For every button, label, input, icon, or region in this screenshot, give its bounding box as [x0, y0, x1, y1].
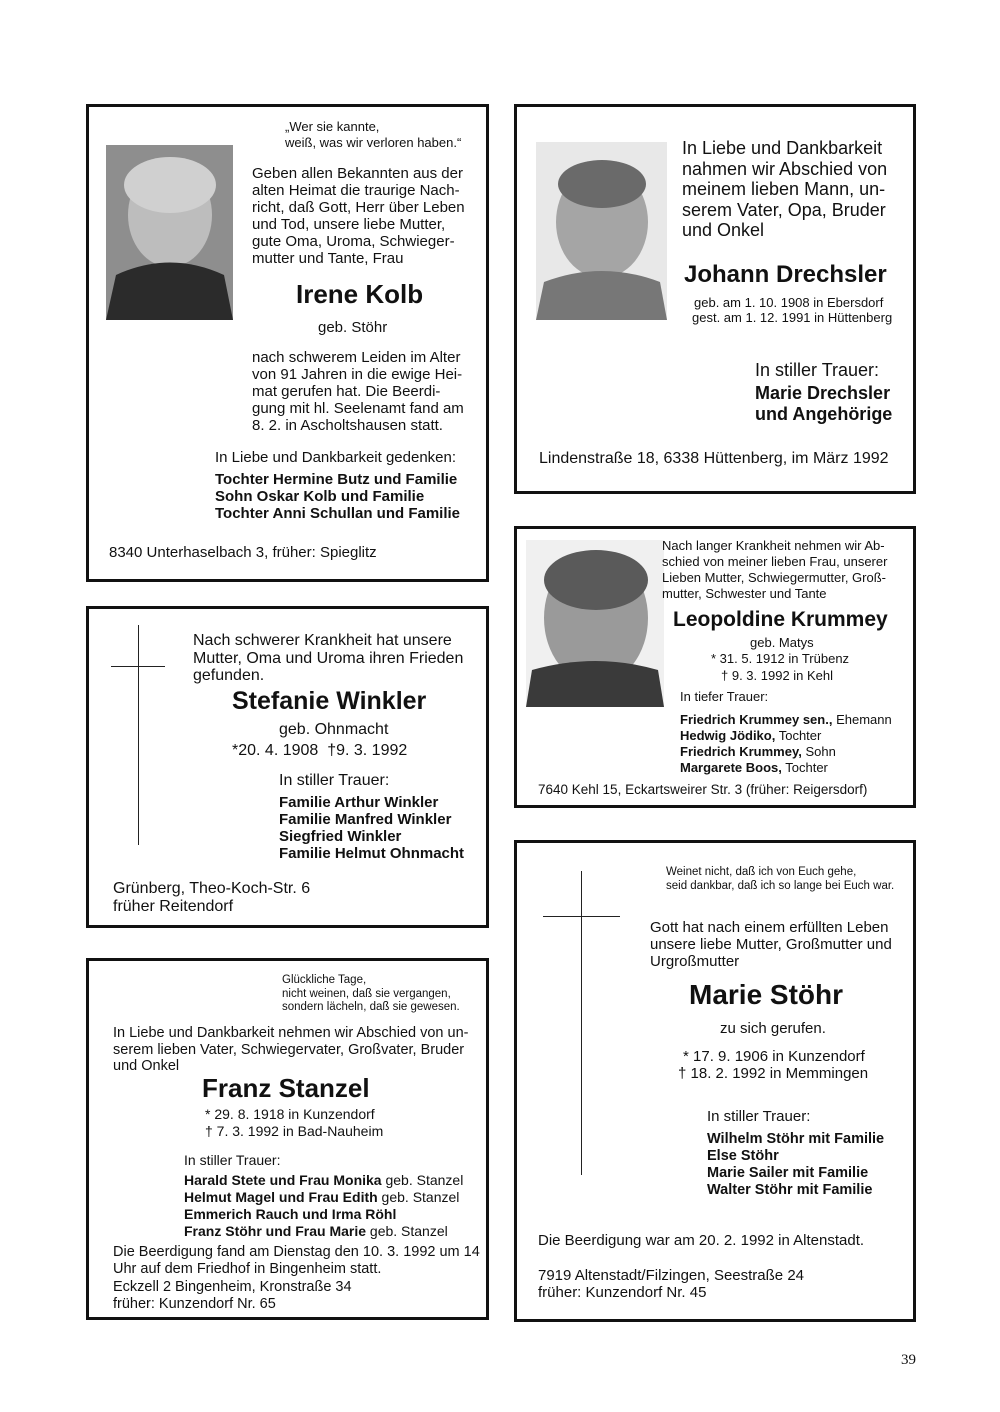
mourner-relation: Tochter — [775, 728, 822, 743]
life-dates: *20. 4. 1908 †9. 3. 1992 — [232, 742, 408, 759]
mourner — [184, 1206, 396, 1222]
obituary-stefanie-winkler — [86, 606, 489, 928]
mourner: und Angehörige — [755, 404, 893, 424]
death-date: † 7. 3. 1992 in Bad-Nauheim — [205, 1123, 384, 1139]
intro-text: In Liebe und Dankbarkeit nahmen wir Abschied von meinem lieben Mann, un- serem Vater, Opa, Bruder und Onkel — [682, 138, 888, 240]
deceased-name: Johann Drechsler — [684, 261, 887, 288]
maiden-name: geb. Stöhr — [318, 319, 388, 336]
cross-icon — [138, 625, 139, 845]
birth-date: * 29. 8. 1918 in Kunzendorf — [205, 1106, 375, 1122]
address: 8340 Unterhaselbach 3, früher: Spieglitz — [109, 544, 377, 561]
maiden-name: geb. Matys — [750, 635, 814, 650]
death-date: † 18. 2. 1992 in Memmingen — [678, 1065, 869, 1082]
intro-text: Gott hat nach einem erfüllten Leben unsere liebe Mutter, Großmutter und Urgroßmutter — [650, 919, 892, 970]
mourner-maiden-name: geb. Stanzel — [381, 1172, 464, 1188]
intro-text: Nach schwerer Krankheit hat unsere Mutter, Oma und Uroma ihren Frieden gefunden. — [193, 632, 464, 684]
mourner-name: Friedrich Krummey sen., — [680, 712, 833, 727]
mourner — [680, 744, 836, 759]
address: 7919 Altenstadt/Filzingen, Seestraße 24 früher: Kunzendorf Nr. 45 — [538, 1267, 805, 1301]
death-date: gest. am 1. 12. 1991 in Hüttenberg — [692, 310, 893, 325]
address: Lindenstraße 18, 6338 Hüttenberg, im März 1992 — [539, 450, 889, 467]
thanks-line: In Liebe und Dankbarkeit gedenken: — [215, 449, 457, 466]
mourner-name: Friedrich Krummey, — [680, 744, 802, 759]
mourning-heading: In stiller Trauer: — [279, 772, 390, 789]
deceased-name: Stefanie Winkler — [232, 687, 427, 715]
mourner: Siegfried Winkler — [279, 828, 402, 845]
mourner: Sohn Oskar Kolb und Familie — [215, 488, 425, 505]
intro-text: In Liebe und Dankbarkeit nehmen wir Abschied von un- serem lieben Vater, Schwiegervater, Großvater, Bruder und Onkel — [113, 1025, 469, 1074]
mourning-heading: In stiller Trauer: — [184, 1152, 281, 1168]
mourner: Wilhelm Stöhr mit Familie — [707, 1131, 885, 1147]
intro-text: Nach langer Krankheit nehmen wir Ab- schied von meiner lieben Frau, unserer Lieben Mutter, Schwiegermutter, Groß- mutter, Schwester und Tante — [662, 538, 888, 601]
mourner: Else Stöhr — [707, 1148, 779, 1164]
intro-text: Geben allen Bekannten aus der alten Heimat die traurige Nach- richt, daß Gott, Herr über Leben und Tod, unsere liebe Mutter, gute Oma, Uroma, Schwieger- mutter und Tante, Frau — [252, 165, 465, 267]
mourning-heading: In stiller Trauer: — [755, 360, 880, 380]
mourner: Tochter Hermine Butz und Familie — [215, 471, 458, 488]
obituary-irene-kolb — [86, 104, 489, 582]
portrait-photo-johann-drechsler — [536, 142, 667, 320]
quote: Weinet nicht, daß ich von Euch gehe, seid dankbar, daß ich so lange bei Euch war. — [666, 866, 895, 892]
mourner-maiden-name: geb. Stanzel — [366, 1223, 448, 1239]
portrait-photo-leopoldine-krummey — [526, 540, 664, 707]
mourner: Familie Arthur Winkler — [279, 794, 439, 811]
mourner — [680, 760, 828, 775]
mourner: Marie Drechsler — [755, 383, 891, 403]
obituary-leopoldine-krummey — [514, 526, 916, 808]
cross-bar — [543, 916, 620, 917]
mourner — [680, 712, 892, 727]
quote: „Wer sie kannte, weiß, was wir verloren haben.“ — [285, 119, 462, 150]
quote: Glückliche Tage, nicht weinen, daß sie vergangen, sondern lächeln, daß sie gewesen. — [282, 974, 460, 1013]
death-date: † 9. 3. 1992 in Kehl — [721, 668, 834, 683]
birth-date: * 31. 5. 1912 in Trübenz — [711, 651, 850, 666]
portrait-photo-irene-kolb — [106, 145, 233, 320]
mourner-relation: Tochter — [781, 760, 828, 775]
mourner — [184, 1223, 448, 1239]
birth-date: * 17. 9. 1906 in Kunzendorf — [683, 1048, 865, 1065]
address: Eckzell 2 Bingenheim, Kronstraße 34 früher: Kunzendorf Nr. 65 — [113, 1279, 352, 1312]
mourner: Familie Helmut Ohnmacht — [279, 845, 465, 862]
called-text: zu sich gerufen. — [720, 1020, 826, 1037]
page-number: 39 — [901, 1352, 916, 1368]
mourner: Walter Stöhr mit Familie — [707, 1182, 873, 1198]
deceased-name: Franz Stanzel — [202, 1073, 370, 1103]
mourner-name: Helmut Magel und Frau Edith — [184, 1189, 378, 1205]
mourning-heading: In tiefer Trauer: — [680, 689, 769, 704]
deceased-name: Leopoldine Krummey — [673, 608, 888, 631]
cross-bar — [111, 666, 165, 667]
obituary-johann-drechsler — [514, 104, 916, 494]
body-text: nach schwerem Leiden im Alter von 91 Jahren in die ewige Hei- mat gerufen hat. Die Beerdi- gung mit hl. Seelenamt fand am 8. 2. in Ascholtshausen statt. — [252, 349, 464, 434]
mourner — [184, 1189, 459, 1205]
mourning-heading: In stiller Trauer: — [707, 1108, 811, 1125]
mourner: Marie Sailer mit Familie — [707, 1165, 869, 1181]
mourner-name: Emmerich Rauch und Irma Röhl — [184, 1206, 397, 1222]
birth-date: geb. am 1. 10. 1908 in Ebersdorf — [694, 295, 884, 310]
mourner — [184, 1172, 463, 1188]
address: 7640 Kehl 15, Eckartsweirer Str. 3 (früher: Reigersdorf) — [538, 782, 868, 797]
obituary-franz-stanzel — [86, 958, 489, 1320]
obituary-marie-stoehr — [514, 840, 916, 1322]
funeral-note: Die Beerdigung war am 20. 2. 1992 in Altenstadt. — [538, 1232, 865, 1249]
mourner: Tochter Anni Schullan und Familie — [215, 505, 461, 522]
mourner — [680, 728, 821, 743]
address: Grünberg, Theo-Koch-Str. 6 früher Reitendorf — [113, 880, 311, 915]
mourner-name: Harald Stete und Frau Monika — [184, 1172, 382, 1188]
mourner-maiden-name: geb. Stanzel — [377, 1189, 460, 1205]
mourner-name: Franz Stöhr und Frau Marie — [184, 1223, 367, 1239]
deceased-name: Marie Stöhr — [689, 979, 844, 1010]
funeral-note: Die Beerdigung fand am Dienstag den 10. 3. 1992 um 14 Uhr auf dem Friedhof in Bingenheim statt. — [113, 1244, 480, 1277]
maiden-name: geb. Ohnmacht — [279, 721, 389, 738]
mourner-name: Margarete Boos, — [680, 760, 782, 775]
mourner: Familie Manfred Winkler — [279, 811, 452, 828]
mourner-relation: Sohn — [801, 744, 836, 759]
mourner-name: Hedwig Jödiko, — [680, 728, 776, 743]
mourner-relation: Ehemann — [832, 712, 892, 727]
deceased-name: Irene Kolb — [296, 279, 424, 309]
